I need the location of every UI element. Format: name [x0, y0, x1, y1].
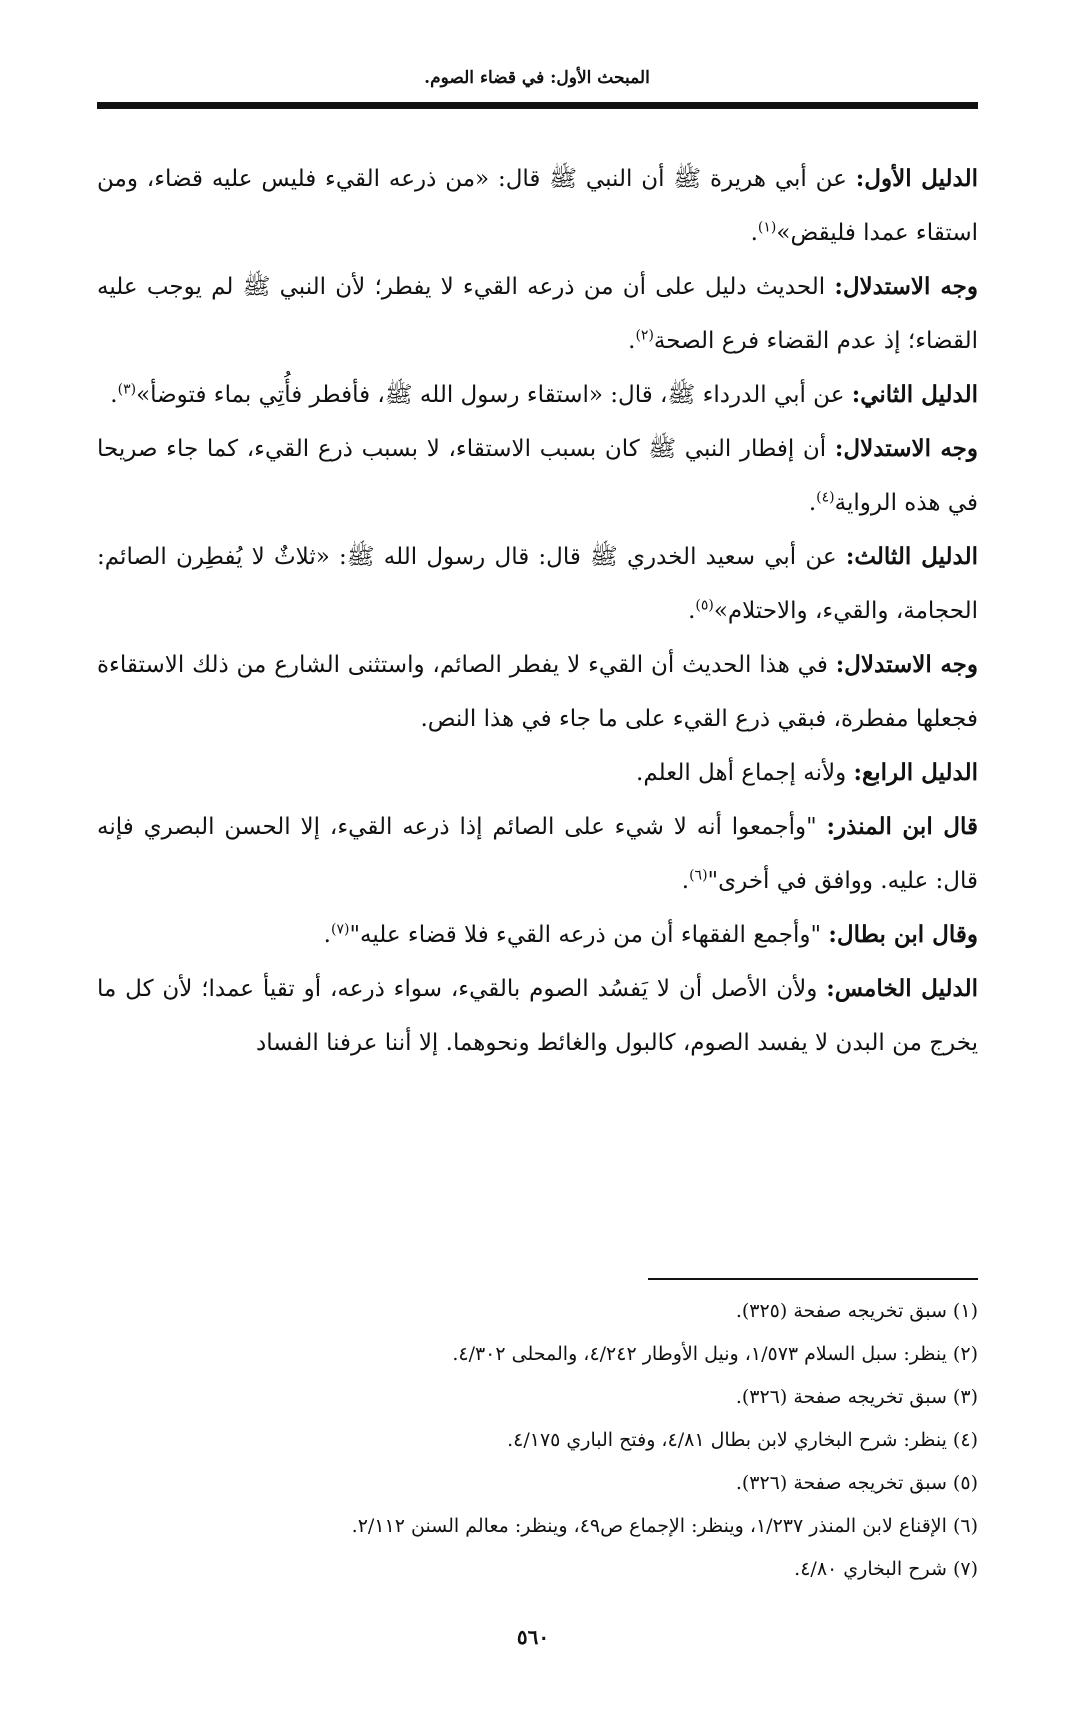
paragraph	[97, 638, 978, 746]
footnote: (٧) شرح البخاري ٤/٨٠.	[794, 1558, 978, 1580]
paragraph	[97, 746, 978, 800]
paragraph-text: عن أبي الدرداء ﷺ، قال: «استقاء رسول الله ﷺ، فأفطر فأُتِي بماء فتوضأ»	[136, 382, 852, 408]
paragraph-text: "وأجمع الفقهاء أن من ذرعه القيء فلا قضاء عليه"	[349, 922, 829, 948]
paragraph-heading: الدليل الثالث:	[845, 543, 978, 570]
running-header: المبحث الأول: في قضاء الصوم.	[424, 68, 650, 88]
paragraph-tail: .	[628, 328, 636, 354]
footnote: (٣) سبق تخريجه صفحة (٣٢٦).	[735, 1386, 978, 1408]
paragraph-text: "وأجمعوا أنه لا شيء على الصائم إذا ذرعه القيء، إلا الحسن البصري فإنه قال: عليه. ووافق في أخرى"	[97, 814, 978, 894]
footnote-ref: (١)	[757, 219, 777, 236]
paragraph	[97, 800, 978, 908]
paragraph	[97, 260, 978, 368]
paragraph	[97, 962, 978, 1070]
paragraph-heading: وجه الاستدلال:	[834, 435, 978, 462]
footnote-ref: (٣)	[117, 381, 137, 398]
paragraph-text: عن أبي سعيد الخدري ﷺ قال: قال رسول الله ﷺ: «ثلاثٌ لا يُفطِرن الصائم: الحجامة، والقيء، والاحتلام»	[97, 544, 978, 624]
paragraph-text: ولأنه إجماع أهل العلم.	[636, 760, 854, 786]
paragraph	[97, 422, 978, 530]
paragraph-heading: الدليل الخامس:	[826, 975, 978, 1002]
footnotes	[97, 1290, 978, 1591]
footnote: (٤) ينظر: شرح البخاري لابن بطال ٤/٨١، وفتح الباري ٤/١٧٥.	[507, 1429, 978, 1451]
paragraph-heading: وجه الاستدلال:	[834, 273, 978, 300]
paragraph-text: عن أبي هريرة ﷺ أن النبي ﷺ قال: «من ذرعه القيء فليس عليه قضاء، ومن استقاء عمدا فليقض»	[97, 166, 978, 246]
footnote-ref: (٦)	[689, 867, 708, 884]
header-rule	[97, 102, 978, 109]
paragraph-tail: .	[808, 490, 817, 516]
paragraph-heading: قال ابن المنذر:	[826, 813, 978, 840]
footnote: (١) سبق تخريجه صفحة (٣٢٥).	[735, 1300, 978, 1322]
paragraph-heading: الدليل الثاني:	[851, 381, 978, 408]
paragraph-text: في هذا الحديث أن القيء لا يفطر الصائم، واستثنى الشارع من ذلك الاستقاءة فجعلها مفطرة، فبقي ذرع القيء على ما جاء في هذا النص.	[97, 652, 978, 732]
paragraph-text: الحديث دليل على أن من ذرعه القيء لا يفطر؛ لأن النبي ﷺ لم يوجب عليه القضاء؛ إذ عدم القضاء فرع الصحة	[97, 274, 978, 354]
footnote-ref: (٧)	[330, 921, 350, 938]
paragraph-tail: .	[110, 382, 118, 408]
paragraph-heading: وقال ابن بطال:	[828, 921, 978, 948]
page-number: ٥٦٠	[516, 1625, 550, 1649]
paragraph-heading: الدليل الرابع:	[853, 759, 978, 786]
footnote-ref: (٤)	[816, 489, 835, 506]
footnote: (٥) سبق تخريجه صفحة (٣٢٦).	[735, 1472, 978, 1494]
paragraph	[97, 152, 978, 260]
footnote: (٦) الإقناع لابن المنذر ١/٢٣٧، وينظر: الإجماع ص٤٩، وينظر: معالم السنن ٢/١١٢.	[351, 1515, 978, 1537]
footnote-separator	[648, 1278, 978, 1280]
body-text	[97, 152, 978, 1070]
paragraph-tail: .	[681, 868, 690, 894]
paragraph-tail: .	[688, 598, 696, 624]
footnote: (٢) ينظر: سبل السلام ١/٥٧٣، ونيل الأوطار ٤/٢٤٢، والمحلى ٤/٣٠٢.	[452, 1343, 978, 1365]
paragraph	[97, 368, 978, 422]
paragraph-text: أن إفطار النبي ﷺ كان بسبب الاستقاء، لا بسبب ذرع القيء، كما جاء صريحا في هذه الرواية	[97, 436, 978, 516]
paragraph-heading: الدليل الأول:	[855, 165, 978, 192]
footnote-ref: (٢)	[635, 327, 654, 344]
paragraph	[97, 908, 978, 962]
paragraph-heading: وجه الاستدلال:	[835, 651, 978, 678]
paragraph-tail: .	[323, 922, 331, 948]
paragraph-text: ولأن الأصل أن لا يَفسُد الصوم بالقيء، سواء ذرعه، أو تقيأ عمدا؛ لأن كل ما يخرج من البدن لا يفسد الصوم، كالبول والغائط ونحوهما. إلا أننا عرفنا الفساد	[97, 976, 978, 1056]
paragraph-tail: .	[750, 220, 758, 246]
paragraph	[97, 530, 978, 638]
footnote-ref: (٥)	[695, 597, 714, 614]
